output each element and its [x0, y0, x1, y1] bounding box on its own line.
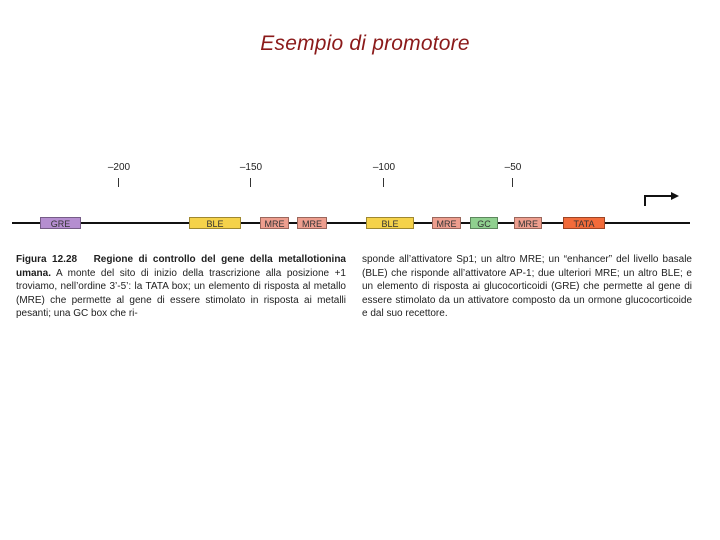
element-mre: MRE [432, 217, 461, 229]
position-label-100: –100 [372, 162, 396, 173]
arrow-right-icon [671, 192, 679, 200]
element-gre: GRE [40, 217, 81, 229]
position-tick [250, 178, 251, 187]
element-tata: TATA [563, 217, 605, 229]
transcription-start-arrow-stem [644, 196, 646, 206]
figure-label: Figura 12.28 [16, 254, 78, 265]
element-mre: MRE [260, 217, 289, 229]
caption-text: sponde all’attivatore Sp1; un altro MRE; un “enhancer” del livello basale (BLE) che risponde all’attivatore AP-1; due ulteriori MRE; un altro BLE; e un elemento di risposta ai glucocorticoidi (GRE) che permette al gene di essere stimolato da un attivatore composto da un ormone glucocorticoide e dal suo recettore. [362, 254, 692, 320]
position-label-50: –50 [504, 162, 522, 173]
position-label-150: –150 [239, 162, 263, 173]
element-mre: MRE [514, 217, 542, 229]
position-tick [383, 178, 384, 187]
element-mre: MRE [297, 217, 327, 229]
figure-caption-column-2 [362, 253, 692, 321]
position-label-200: –200 [107, 162, 131, 173]
element-gc: GC [470, 217, 498, 229]
position-tick [512, 178, 513, 187]
transcription-start-arrow-shaft [644, 195, 672, 197]
figure-caption-column-1 [16, 253, 346, 321]
position-tick [118, 178, 119, 187]
element-ble: BLE [189, 217, 241, 229]
element-ble: BLE [366, 217, 414, 229]
caption-text: A monte del sito di inizio della trascrizione alla posizione +1 troviamo, nell’ordine 3’-5’: la TATA box; un elemento di risposta al metallo (MRE) che permette al gene di essere stimolato in risposta ai metalli pesanti; una GC box che ri- [16, 267, 346, 320]
slide-title: Esempio di promotore [260, 32, 470, 55]
figure-title: Regione di controllo del gene della metallotionina umana. [16, 254, 346, 279]
